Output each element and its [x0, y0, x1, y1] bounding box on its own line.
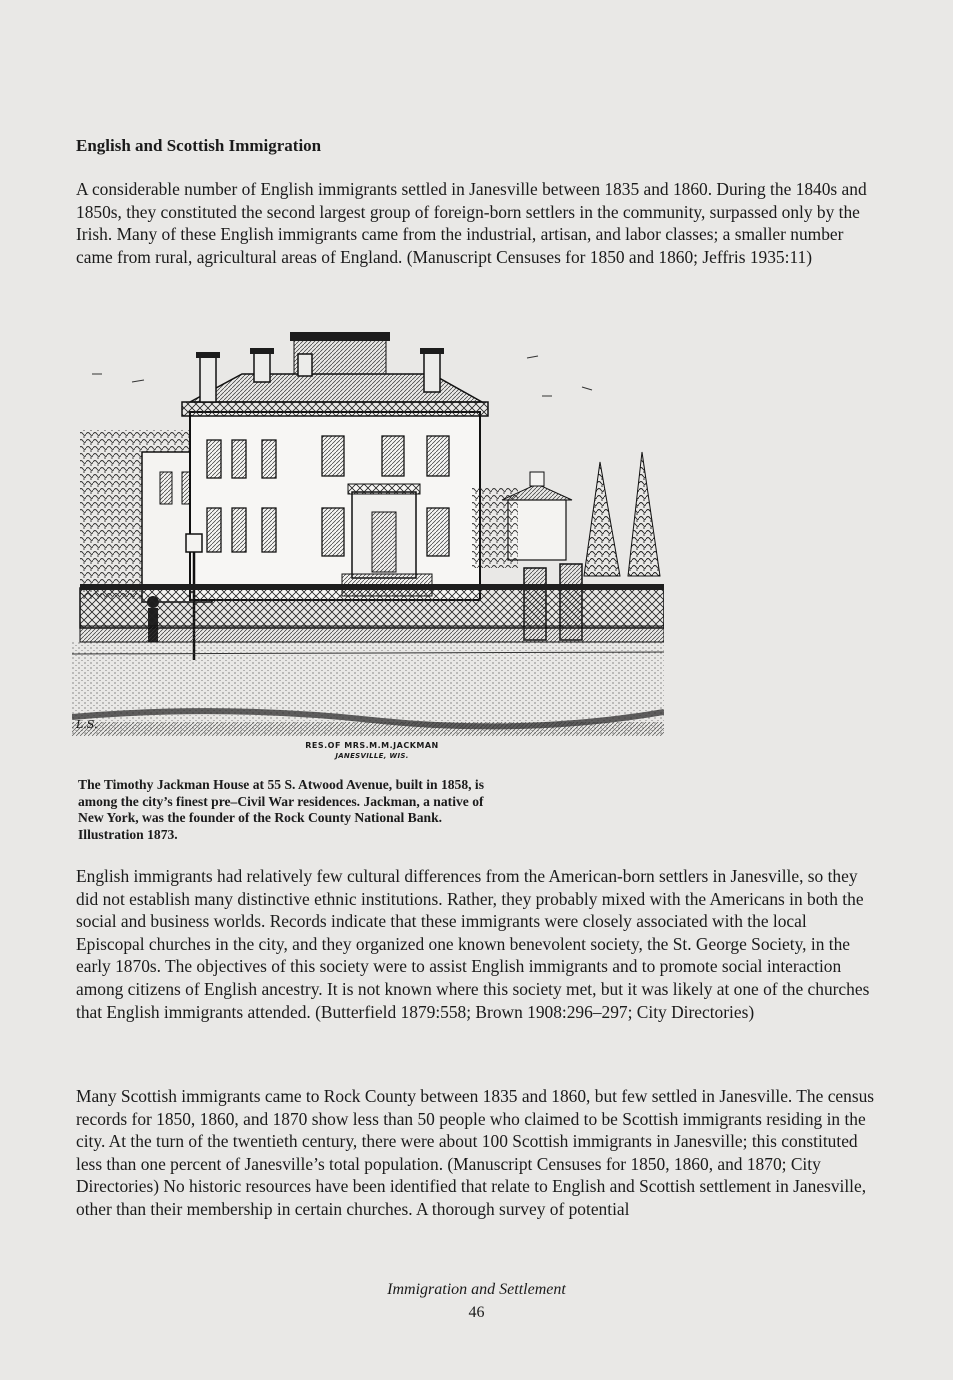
engraver-initials: L.S. — [76, 718, 98, 731]
section-heading: English and Scottish Immigration — [76, 136, 322, 155]
engraving-title — [292, 741, 452, 761]
footer-chapter-title: Immigration and Settlement — [387, 1281, 566, 1298]
footer-page-number: 46 — [468, 1304, 485, 1321]
engraving-title-main: RES.OF MRS.M.M.JACKMAN — [305, 741, 439, 750]
paragraph-english-settlement: A considerable number of English immigrants settled in Janesville between 1835 and 1860. During the 1840s and 1850s, they constituted the second largest group of foreign-born settlers in the community, surpassed only by the Irish. Many of these English immigrants came from the industrial, artisan, and labor classes; a smaller number came from rural, agricultural areas of England. (Manuscript Censuses for 1850 and 1860; Jeffris 1935:11) — [76, 179, 867, 267]
engraving-title-location: JANESVILLE, WIS. — [335, 752, 409, 760]
figure-caption: The Timothy Jackman House at 55 S. Atwood Avenue, built in 1858, is among the city’s finest pre–Civil War residences. Jackman, a native of New York, was the founder of the Rock County National Bank. Illustration 1873. — [78, 777, 484, 842]
paragraph-english-institutions: English immigrants had relatively few cultural differences from the American-born settlers in Janesville, so they did not establish many distinctive ethnic institutions. Rather, they probably mixed with the Americans in both the social and business worlds. Records indicate that these immigrants were closely associated with the local Episcopal churches in the city, and they organized one known benevolent society, the St. George Society, in the early 1870s. The objectives of this society were to assist English immigrants and to promote social interaction among citizens of English ancestry. It is not known where this society met, but it was likely at one of the churches that English immigrants attended. (Butterfield 1879:558; Brown 1908:296–297; City Directories) — [76, 866, 870, 1022]
paragraph-scottish-immigration: Many Scottish immigrants came to Rock County between 1835 and 1860, but few settled in Janesville. The census records for 1850, 1860, and 1870 show less than 50 people who claimed to be Scottish immigrants residing in the city. At the turn of the twentieth century, there were about 100 Scottish immigrants in Janesville; this constituted less than one percent of Janesville’s total population. (Manuscript Censuses for 1850, 1860, and 1870; City Directories) No historic resources have been identified that relate to English and Scottish settlement in Janesville, other than their membership in certain churches. A thorough survey of potential — [76, 1086, 875, 1219]
jackman-house-illustration — [72, 312, 664, 760]
